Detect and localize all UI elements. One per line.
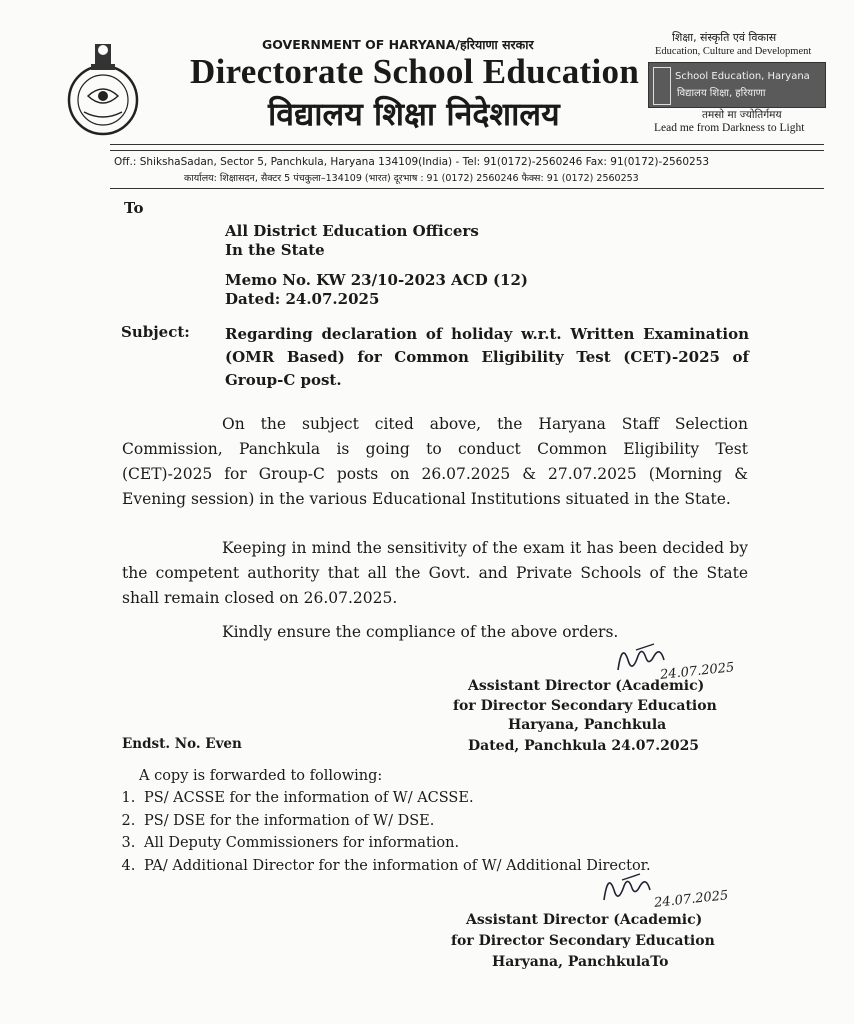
- signature-2-for-line: for Director Secondary Education: [451, 933, 715, 949]
- motto-en: Lead me from Darkness to Light: [654, 122, 805, 134]
- paragraph-3: Kindly ensure the compliance of the above orders.: [222, 623, 619, 641]
- forward-list: [120, 787, 651, 877]
- logo-text-en: School Education, Haryana: [675, 71, 810, 82]
- address-divider: [110, 188, 824, 189]
- government-line: GOVERNMENT OF HARYANA/हरियाणा सरकार: [262, 37, 534, 52]
- signature-2-date: 24.07.2025: [653, 888, 730, 911]
- memo-date: Dated: 24.07.2025: [225, 290, 380, 308]
- to-label: To: [124, 199, 144, 217]
- recipient-line-1: All District Education Officers: [225, 222, 479, 240]
- signature-1-dated: Dated, Panchkula 24.07.2025: [468, 738, 700, 754]
- signature-1-for-line: for Director Secondary Education: [453, 698, 717, 714]
- recipient-line-2: In the State: [225, 241, 325, 259]
- logo-mark-icon: [653, 67, 671, 105]
- haryana-emblem-icon: [62, 38, 144, 138]
- signature-1-place: Haryana, Panchkula: [508, 717, 667, 733]
- list-item: 1. PS/ ACSSE for the information of W/ ACSSE.: [140, 787, 651, 810]
- office-address-en: Off.: ShikshaSadan, Sector 5, Panchkula, Haryana 134109(India) - Tel: 91(0172)-2560246 Fax: 91(0172)-2560253: [114, 156, 710, 168]
- signature-2-place: Haryana, PanchkulaTo: [492, 954, 669, 970]
- forward-intro: A copy is forwarded to following:: [139, 768, 383, 784]
- list-item: 3. All Deputy Commissioners for information.: [140, 832, 651, 855]
- memo-number: Memo No. KW 23/10-2023 ACD (12): [225, 271, 529, 289]
- paragraph-2: Keeping in mind the sensitivity of the exam it has been decided by the competent authority that all the Govt. and Private Schools of the State shall remain closed on 26.07.2025.: [122, 539, 748, 607]
- subject-label: Subject:: [121, 323, 190, 341]
- directorate-title-hi: विद्यालय शिक्षा निदेशालय: [268, 95, 560, 133]
- tagline-hi: शिक्षा, संस्कृति एवं विकास: [672, 31, 777, 44]
- header-divider-top: [110, 144, 824, 145]
- school-education-logo: [648, 62, 826, 108]
- directorate-title-en: Directorate School Education: [190, 52, 640, 91]
- paragraph-1: On the subject cited above, the Haryana Staff Selection Commission, Panchkula is going to conduct Common Eligibility Test (CET)-2025 for Group-C posts on 26.07.2025 & 27.07.2025 (Morning & Evening session) in the various Educational Institutions situated in the State.: [122, 415, 748, 508]
- office-address-hi: कार्यालय: शिक्षासदन, सैक्टर 5 पंचकुला–134109 (भारत) दूरभाष : 91 (0172) 2560246 फैक्स: 91 (0172) 2560253: [184, 173, 639, 184]
- header-divider-bottom: [110, 150, 824, 151]
- logo-text-hi: विद्यालय शिक्षा, हरियाणा: [677, 88, 766, 99]
- signature-2-designation: Assistant Director (Academic): [466, 912, 703, 928]
- signature-1-designation: Assistant Director (Academic): [468, 678, 705, 694]
- list-item: 4. PA/ Additional Director for the information of W/ Additional Director.: [140, 855, 651, 878]
- subject-text: Regarding declaration of holiday w.r.t. Written Examination (OMR Based) for Common Eligibility Test (CET)-2025 of Group-C post.: [225, 325, 749, 389]
- signature-1-date: 24.07.2025: [659, 660, 736, 683]
- list-item: 2. PS/ DSE for the information of W/ DSE.: [140, 810, 651, 833]
- tagline-en: Education, Culture and Development: [655, 46, 812, 57]
- endorsement-number: Endst. No. Even: [122, 736, 242, 752]
- motto-hi: तमसो मा ज्योतिर्गमय: [702, 109, 782, 121]
